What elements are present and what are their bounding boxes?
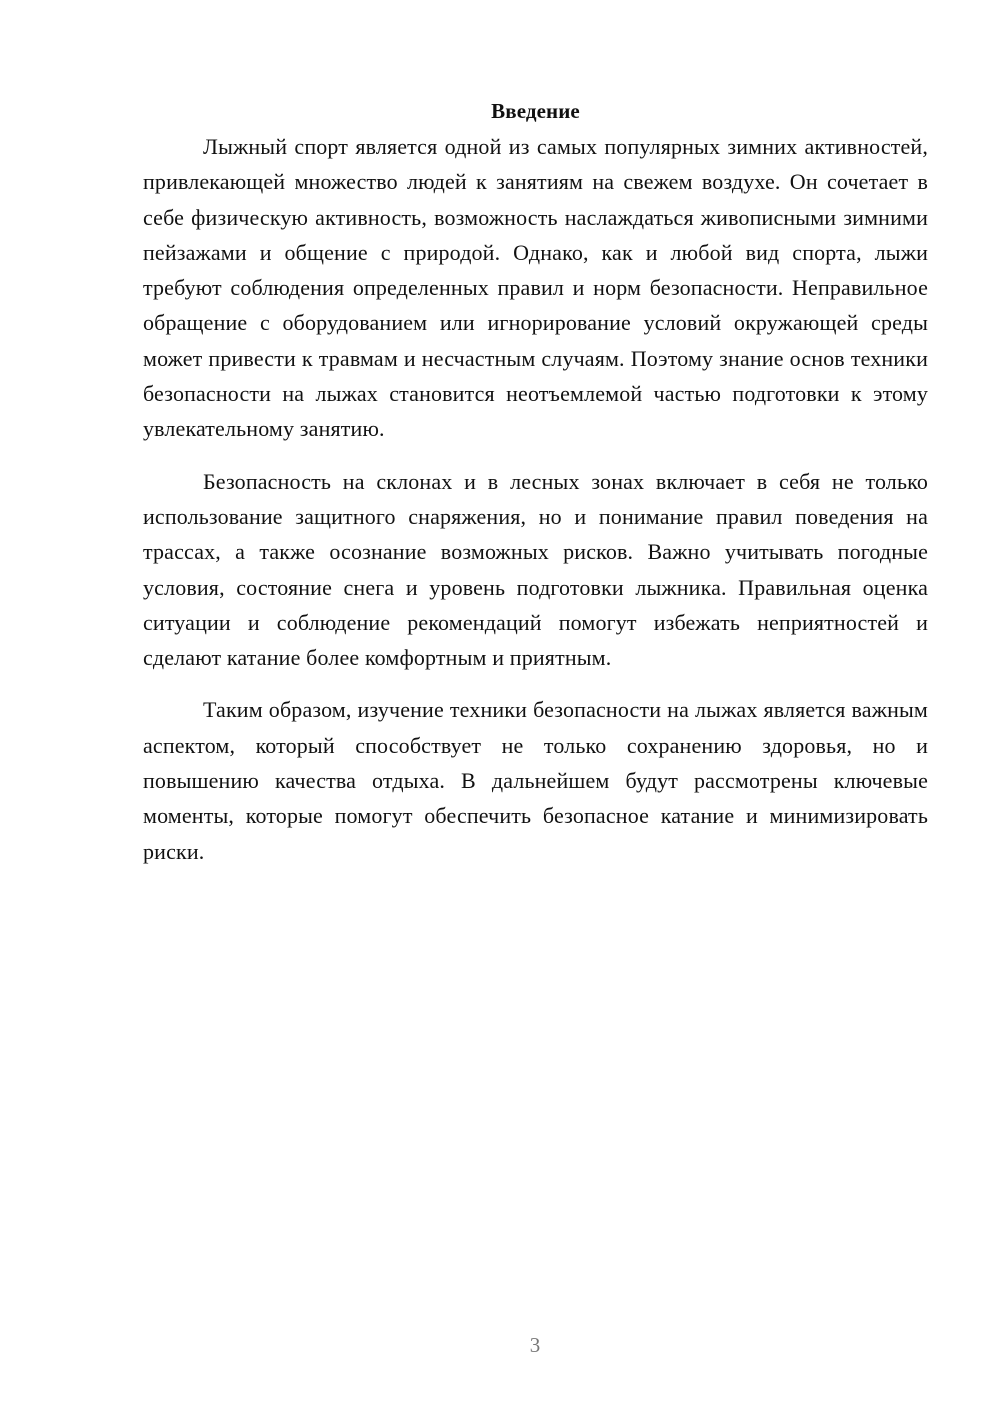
page-content <box>143 94 928 869</box>
paragraph-2: Безопасность на склонах и в лесных зонах включает в себя не только использование защитного снаряжения, но и понимание правил поведения на трассах, а также осознание возможных рисков. Важно учитывать погодные условия, состояние снега и уровень подготовки лыжника. Правильная оценка ситуации и соблюдение рекомендаций помогут избежать неприятностей и сделают катание более комфортным и приятным. <box>143 468 928 671</box>
section-heading: Введение <box>491 99 580 123</box>
paragraph-1: Лыжный спорт является одной из самых популярных зимних активностей, привлекающей множество людей к занятиям на свежем воздухе. Он сочетает в себе физическую активность, возможность наслаждаться живописными зимними пейзажами и общение с природой. Однако, как и любой вид спорта, лыжи требуют соблюдения определенных правил и норм безопасности. Неправильное обращение с оборудованием или игнорирование условий окружающей среды может привести к травмам и несчастным случаям. Поэтому знание основ техники безопасности на лыжах становится неотъемлемой частью подготовки к этому увлекательному занятию. <box>143 134 928 442</box>
page-number: 3 <box>529 1333 541 1357</box>
paragraph-3: Таким образом, изучение техники безопасности на лыжах является важным аспектом, который способствует не только сохранению здоровья, но и повышению качества отдыха. В дальнейшем будут рассмотрены ключевые моменты, которые помогут обеспечить безопасное катание и минимизировать риски. <box>143 697 928 864</box>
